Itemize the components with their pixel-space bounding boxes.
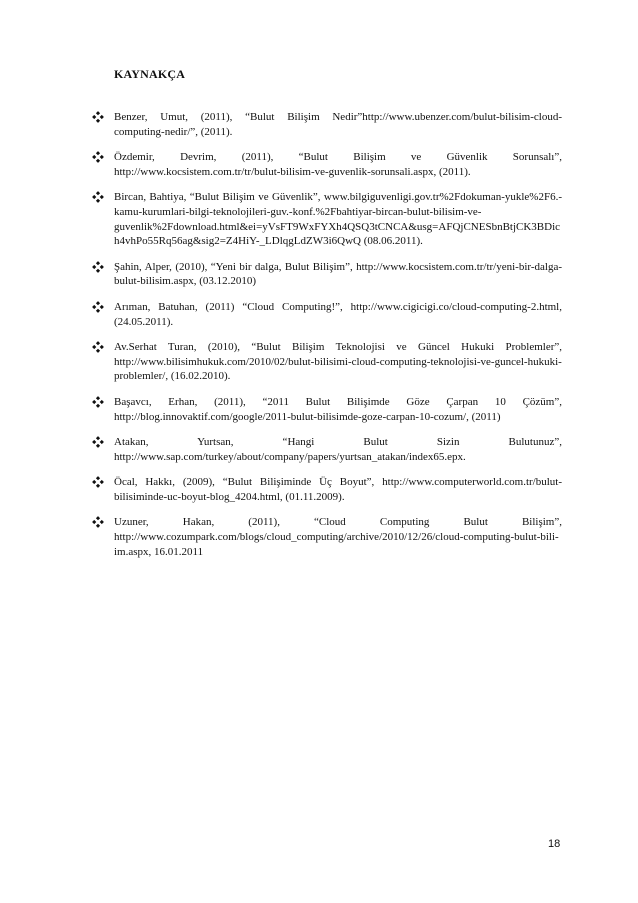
reference-item — [92, 190, 562, 248]
reference-text: Başavcı, Erhan, (2011), “2011 Bulut Bilişimde Göze Çarpan 10 Çözüm”, http://blog.innovaktif.com/google/2011-bulut-bilisimde-goze-carpan-10-cozum/, (2011) — [114, 395, 562, 423]
section-heading: KAYNAKÇA — [114, 67, 186, 81]
diamond-bullet-icon — [92, 261, 104, 273]
diamond-bullet-icon — [92, 476, 104, 488]
reference-text: Bircan, Bahtiya, “Bulut Bilişim ve Güvenlik”, www.bilgiguvenligi.gov.tr%2Fdokuman-yukle%2F6.-kamu-kurumlari-bilgi-teknolojileri-guv.-konf.%2Fbahtiyar-bircan-bulut-bilisim-ve-guvenlik%2Fdownload.html&ei=yVsFT9WxFYXh4QSQ3tCNCA&usg=AFQjCNESbnBtjCK3BDich4vhPo55Rq56ag&sig2=Z4HiY-_LDlqgLdZW3i6QwQ (08.06.2011). — [114, 191, 562, 248]
reference-item — [92, 395, 562, 424]
reference-item — [92, 475, 562, 504]
diamond-bullet-icon — [92, 111, 104, 123]
diamond-bullet-icon — [92, 301, 104, 313]
diamond-bullet-icon — [92, 341, 104, 353]
reference-text: Benzer, Umut, (2011), “Bulut Bilişim Nedir”http://www.ubenzer.com/bulut-bilisim-cloud-computing-nedir/”, (2011). — [114, 111, 562, 138]
diamond-bullet-icon — [92, 151, 104, 163]
reference-text: Av.Serhat Turan, (2010), “Bulut Bilişim Teknolojisi ve Güncel Hukuki Problemler”, http://www.bilisimhukuk.com/2010/02/bulut-bilisimi-cloud-computing-teknolojisi-ve-guncel-hukuki-problemler/, (16.02.2010). — [114, 341, 562, 383]
diamond-bullet-icon — [92, 396, 104, 408]
reference-item — [92, 110, 562, 139]
reference-item — [92, 340, 562, 384]
diamond-bullet-icon — [92, 516, 104, 528]
diamond-bullet-icon — [92, 191, 104, 203]
reference-item — [92, 260, 562, 289]
reference-text: Arıman, Batuhan, (2011) “Cloud Computing!”, http://www.cigicigi.co/cloud-computing-2.html,(24.05.2011). — [114, 300, 562, 328]
reference-item — [92, 515, 562, 559]
reference-item — [92, 435, 562, 464]
reference-text: Atakan, Yurtsan, “Hangi Bulut Sizin Bulutunuz”, http://www.sap.com/turkey/about/company/papers/yurtsan_atakan/index65.epx. — [114, 436, 562, 463]
reference-text: Uzuner, Hakan, (2011), “Cloud Computing Bulut Bilişim”, http://www.cozumpark.com/blogs/cloud_computing/archive/2010/12/26/cloud-computing-bulut-bili-im.aspx, 16.01.2011 — [114, 516, 562, 558]
reference-item — [92, 150, 562, 179]
reference-text: Öcal, Hakkı, (2009), “Bulut Bilişiminde Üç Boyut”, http://www.computerworld.com.tr/bulut-bilisiminde-uc-boyut-blog_4204.html, (01.11.2009). — [114, 476, 562, 503]
diamond-bullet-icon — [92, 436, 104, 448]
reference-text: Özdemir, Devrim, (2011), “Bulut Bilişim ve Güvenlik Sorunsalı”, http://www.kocsistem.com.tr/tr/bulut-bilisim-ve-guvenlik-sorunsali.aspx, (2011). — [114, 151, 562, 178]
reference-text: Şahin, Alper, (2010), “Yeni bir dalga, Bulut Bilişim”, http://www.kocsistem.com.tr/tr/yeni-bir-dalga-bulut-bilisim.aspx, (03.12.2010) — [114, 260, 562, 288]
reference-list — [92, 110, 562, 570]
reference-item — [92, 300, 562, 329]
page-number: 18 — [548, 838, 561, 850]
